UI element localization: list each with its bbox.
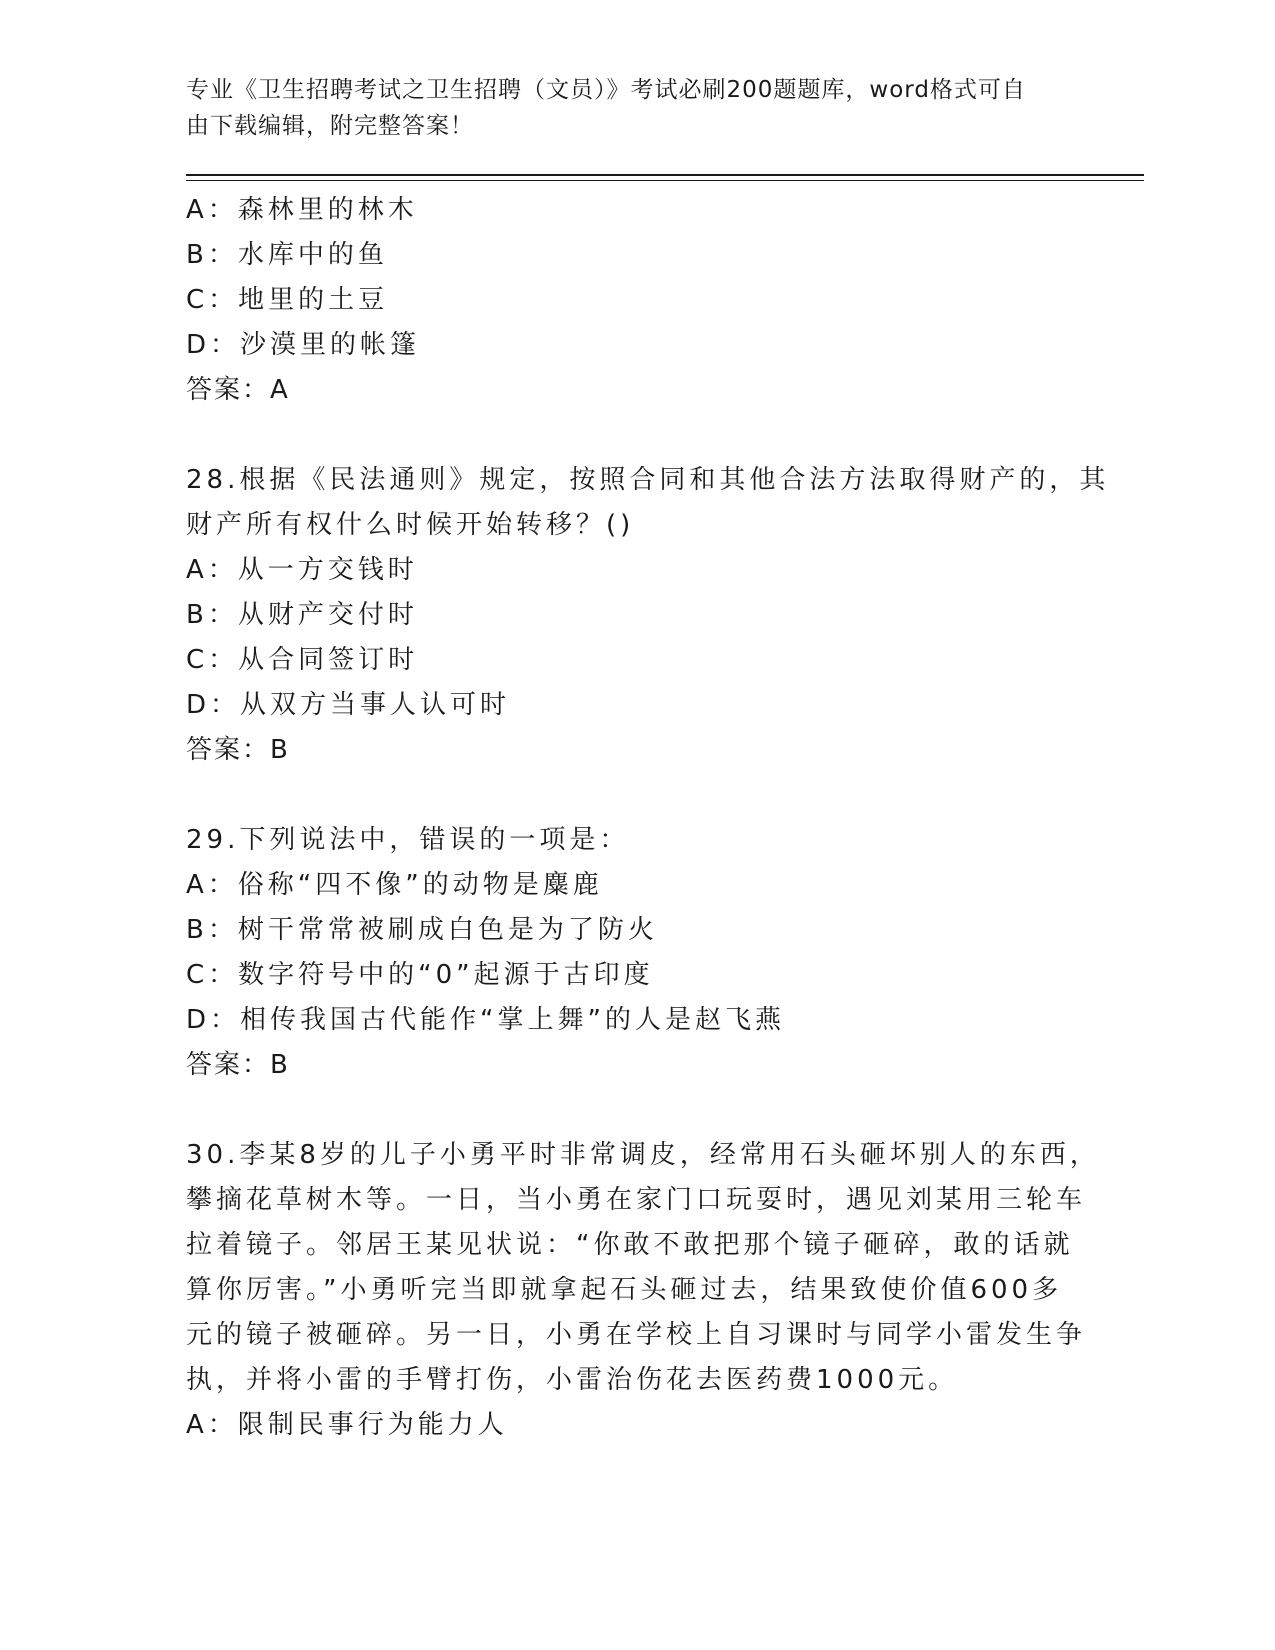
header-divider-thick bbox=[186, 174, 1144, 176]
option-a: A：森林里的林木 bbox=[186, 195, 418, 225]
question-text-line: 算你厉害。”小勇听完当即就拿起石头砸过去，结果致使价值600多 bbox=[186, 1275, 1063, 1305]
option-d: D：沙漠里的帐篷 bbox=[186, 330, 421, 360]
question-text-line: 执，并将小雷的手臂打伤，小雷治伤花去医药费1000元。 bbox=[186, 1365, 959, 1395]
option-b: B：从财产交付时 bbox=[186, 600, 418, 630]
question-text-line: 财产所有权什么时候开始转移？() bbox=[186, 510, 635, 540]
question-text-line: 29.下列说法中，错误的一项是： bbox=[186, 825, 630, 855]
question-text-line: 攀摘花草树木等。一日，当小勇在家门口玩耍时，遇见刘某用三轮车 bbox=[186, 1185, 1087, 1215]
header-line-1: 专业《卫生招聘考试之卫生招聘（文员）》考试必刷200题题库，word格式可自 bbox=[186, 77, 1026, 103]
question-text-line: 30.李某8岁的儿子小勇平时非常调皮，经常用石头砸坏别人的东西， bbox=[186, 1140, 1100, 1170]
option-a: A：从一方交钱时 bbox=[186, 555, 418, 585]
question-30 bbox=[186, 1133, 1100, 1448]
spacer bbox=[186, 773, 1076, 818]
option-c: C：从合同签订时 bbox=[186, 645, 419, 675]
option-b: B：树干常常被刷成白色是为了防火 bbox=[186, 915, 658, 945]
document-header bbox=[186, 72, 1066, 144]
answer: 答案：A bbox=[186, 375, 290, 405]
spacer bbox=[186, 413, 1076, 458]
option-c: C：地里的土豆 bbox=[186, 285, 389, 315]
question-27-continued bbox=[186, 188, 1076, 413]
header-line-2: 由下载编辑，附完整答案！ bbox=[186, 113, 474, 139]
question-28 bbox=[186, 458, 1110, 773]
question-text-line: 28.根据《民法通则》规定，按照合同和其他合法方法取得财产的，其 bbox=[186, 465, 1110, 495]
answer: 答案：B bbox=[186, 735, 290, 765]
header-divider-thin bbox=[186, 180, 1144, 181]
spacer bbox=[186, 1088, 1076, 1133]
answer: 答案：B bbox=[186, 1050, 290, 1080]
option-d: D：从双方当事人认可时 bbox=[186, 690, 511, 720]
option-c: C：数字符号中的“0”起源于古印度 bbox=[186, 960, 654, 990]
question-text-line: 元的镜子被砸碎。另一日，小勇在学校上自习课时与同学小雷发生争 bbox=[186, 1320, 1087, 1350]
option-a: A：俗称“四不像”的动物是麋鹿 bbox=[186, 870, 603, 900]
question-list bbox=[186, 188, 1110, 1448]
question-29 bbox=[186, 818, 1076, 1088]
question-text-line: 拉着镜子。邻居王某见状说：“你敢不敢把那个镜子砸碎，敢的话就 bbox=[186, 1230, 1074, 1260]
option-b: B：水库中的鱼 bbox=[186, 240, 388, 270]
option-a: A：限制民事行为能力人 bbox=[186, 1410, 508, 1440]
option-d: D：相传我国古代能作“掌上舞”的人是赵飞燕 bbox=[186, 1005, 785, 1035]
